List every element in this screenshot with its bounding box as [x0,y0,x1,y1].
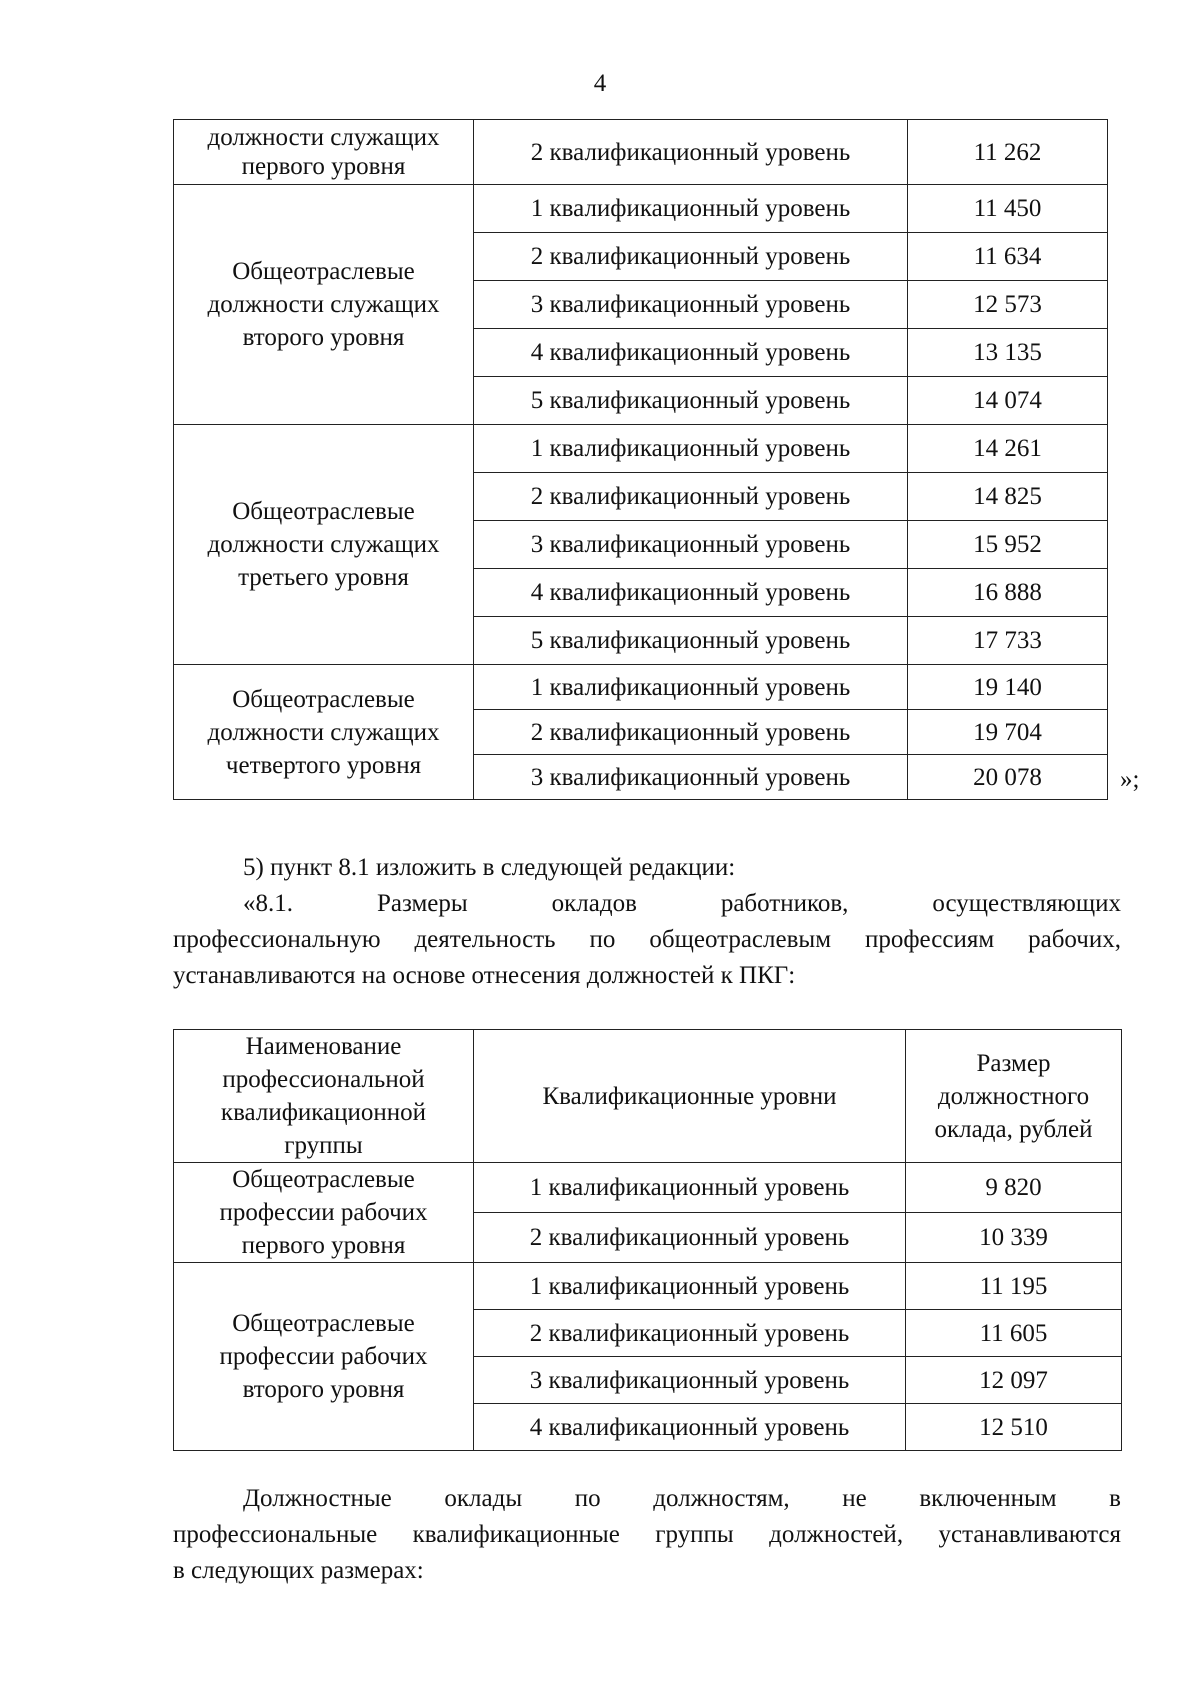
salary-cell: 14 825 [908,473,1108,521]
salary-cell: 11 634 [908,233,1108,281]
group-name-cell: Общеотраслевые должности служащих четвертого уровня [174,665,474,800]
level-cell: 3 квалификационный уровень [474,521,908,569]
clause-8-1-line: устанавливаются на основе отнесения должностей к ПКГ: [173,962,796,989]
group-name-cell: Общеотраслевые должности служащих третьего уровня [174,425,474,665]
salary-cell: 9 820 [906,1163,1122,1213]
closing-paragraph-line: профессиональные квалификационные группы должностей, устанавливаются [173,1521,1121,1548]
level-cell: 2 квалификационный уровень [474,233,908,281]
level-cell: 3 квалификационный уровень [474,281,908,329]
level-cell: 5 квалификационный уровень [474,617,908,665]
level-cell: 1 квалификационный уровень [474,665,908,710]
table-row [174,665,1108,710]
salary-cell: 10 339 [906,1213,1122,1263]
level-cell: 3 квалификационный уровень [474,1357,906,1404]
salary-cell: 17 733 [908,617,1108,665]
salary-cell: 14 261 [908,425,1108,473]
page-number: 4 [593,70,607,97]
salary-cell: 11 450 [908,185,1108,233]
level-cell: 2 квалификационный уровень [474,710,908,755]
table-row [174,185,1108,233]
level-cell: 5 квалификационный уровень [474,377,908,425]
table-header-row [174,1030,1122,1163]
column-header-salary: Размер должностного оклада, рублей [906,1030,1122,1163]
table-row [174,425,1108,473]
clause-8-1-line: «8.1. Размеры окладов работников, осуществляющих [243,890,1121,917]
salary-cell: 20 078 [908,755,1108,800]
level-cell: 1 квалификационный уровень [474,185,908,233]
level-cell: 2 квалификационный уровень [474,1213,906,1263]
level-cell: 4 квалификационный уровень [474,329,908,377]
salary-cell: 13 135 [908,329,1108,377]
closing-quote-mark: »; [1120,766,1140,793]
salary-table-workers [173,1029,1122,1451]
group-name-cell: Общеотраслевые профессии рабочих первого уровня [174,1163,474,1263]
level-cell: 2 квалификационный уровень [474,473,908,521]
salary-cell: 12 510 [906,1404,1122,1451]
salary-cell: 11 605 [906,1310,1122,1357]
salary-table-employees [173,119,1108,800]
clause-8-1-line: профессиональную деятельность по общеотраслевым профессиям рабочих, [173,926,1121,953]
salary-cell: 11 195 [906,1263,1122,1310]
table-row [174,1263,1122,1310]
level-cell: 1 квалификационный уровень [474,1263,906,1310]
group-name-cell: Общеотраслевые профессии рабочих второго уровня [174,1263,474,1451]
group-name-cell: должности служащих первого уровня [174,120,474,185]
salary-cell: 11 262 [908,120,1108,185]
level-cell: 1 квалификационный уровень [474,425,908,473]
salary-cell: 19 704 [908,710,1108,755]
closing-paragraph-line: в следующих размерах: [173,1557,424,1584]
level-cell: 4 квалификационный уровень [474,569,908,617]
closing-paragraph-line: Должностные оклады по должностям, не включенным в [243,1485,1121,1512]
table-row [174,120,1108,185]
amendment-item-5: 5) пункт 8.1 изложить в следующей редакции: [243,854,736,881]
group-name-cell: Общеотраслевые должности служащих второго уровня [174,185,474,425]
level-cell: 3 квалификационный уровень [474,755,908,800]
column-header-group: Наименование профессиональной квалификационной группы [174,1030,474,1163]
column-header-levels: Квалификационные уровни [474,1030,906,1163]
salary-cell: 12 573 [908,281,1108,329]
salary-cell: 14 074 [908,377,1108,425]
salary-cell: 16 888 [908,569,1108,617]
salary-cell: 15 952 [908,521,1108,569]
level-cell: 4 квалификационный уровень [474,1404,906,1451]
salary-cell: 19 140 [908,665,1108,710]
level-cell: 2 квалификационный уровень [474,120,908,185]
level-cell: 1 квалификационный уровень [474,1163,906,1213]
table-row [174,1163,1122,1213]
salary-cell: 12 097 [906,1357,1122,1404]
level-cell: 2 квалификационный уровень [474,1310,906,1357]
